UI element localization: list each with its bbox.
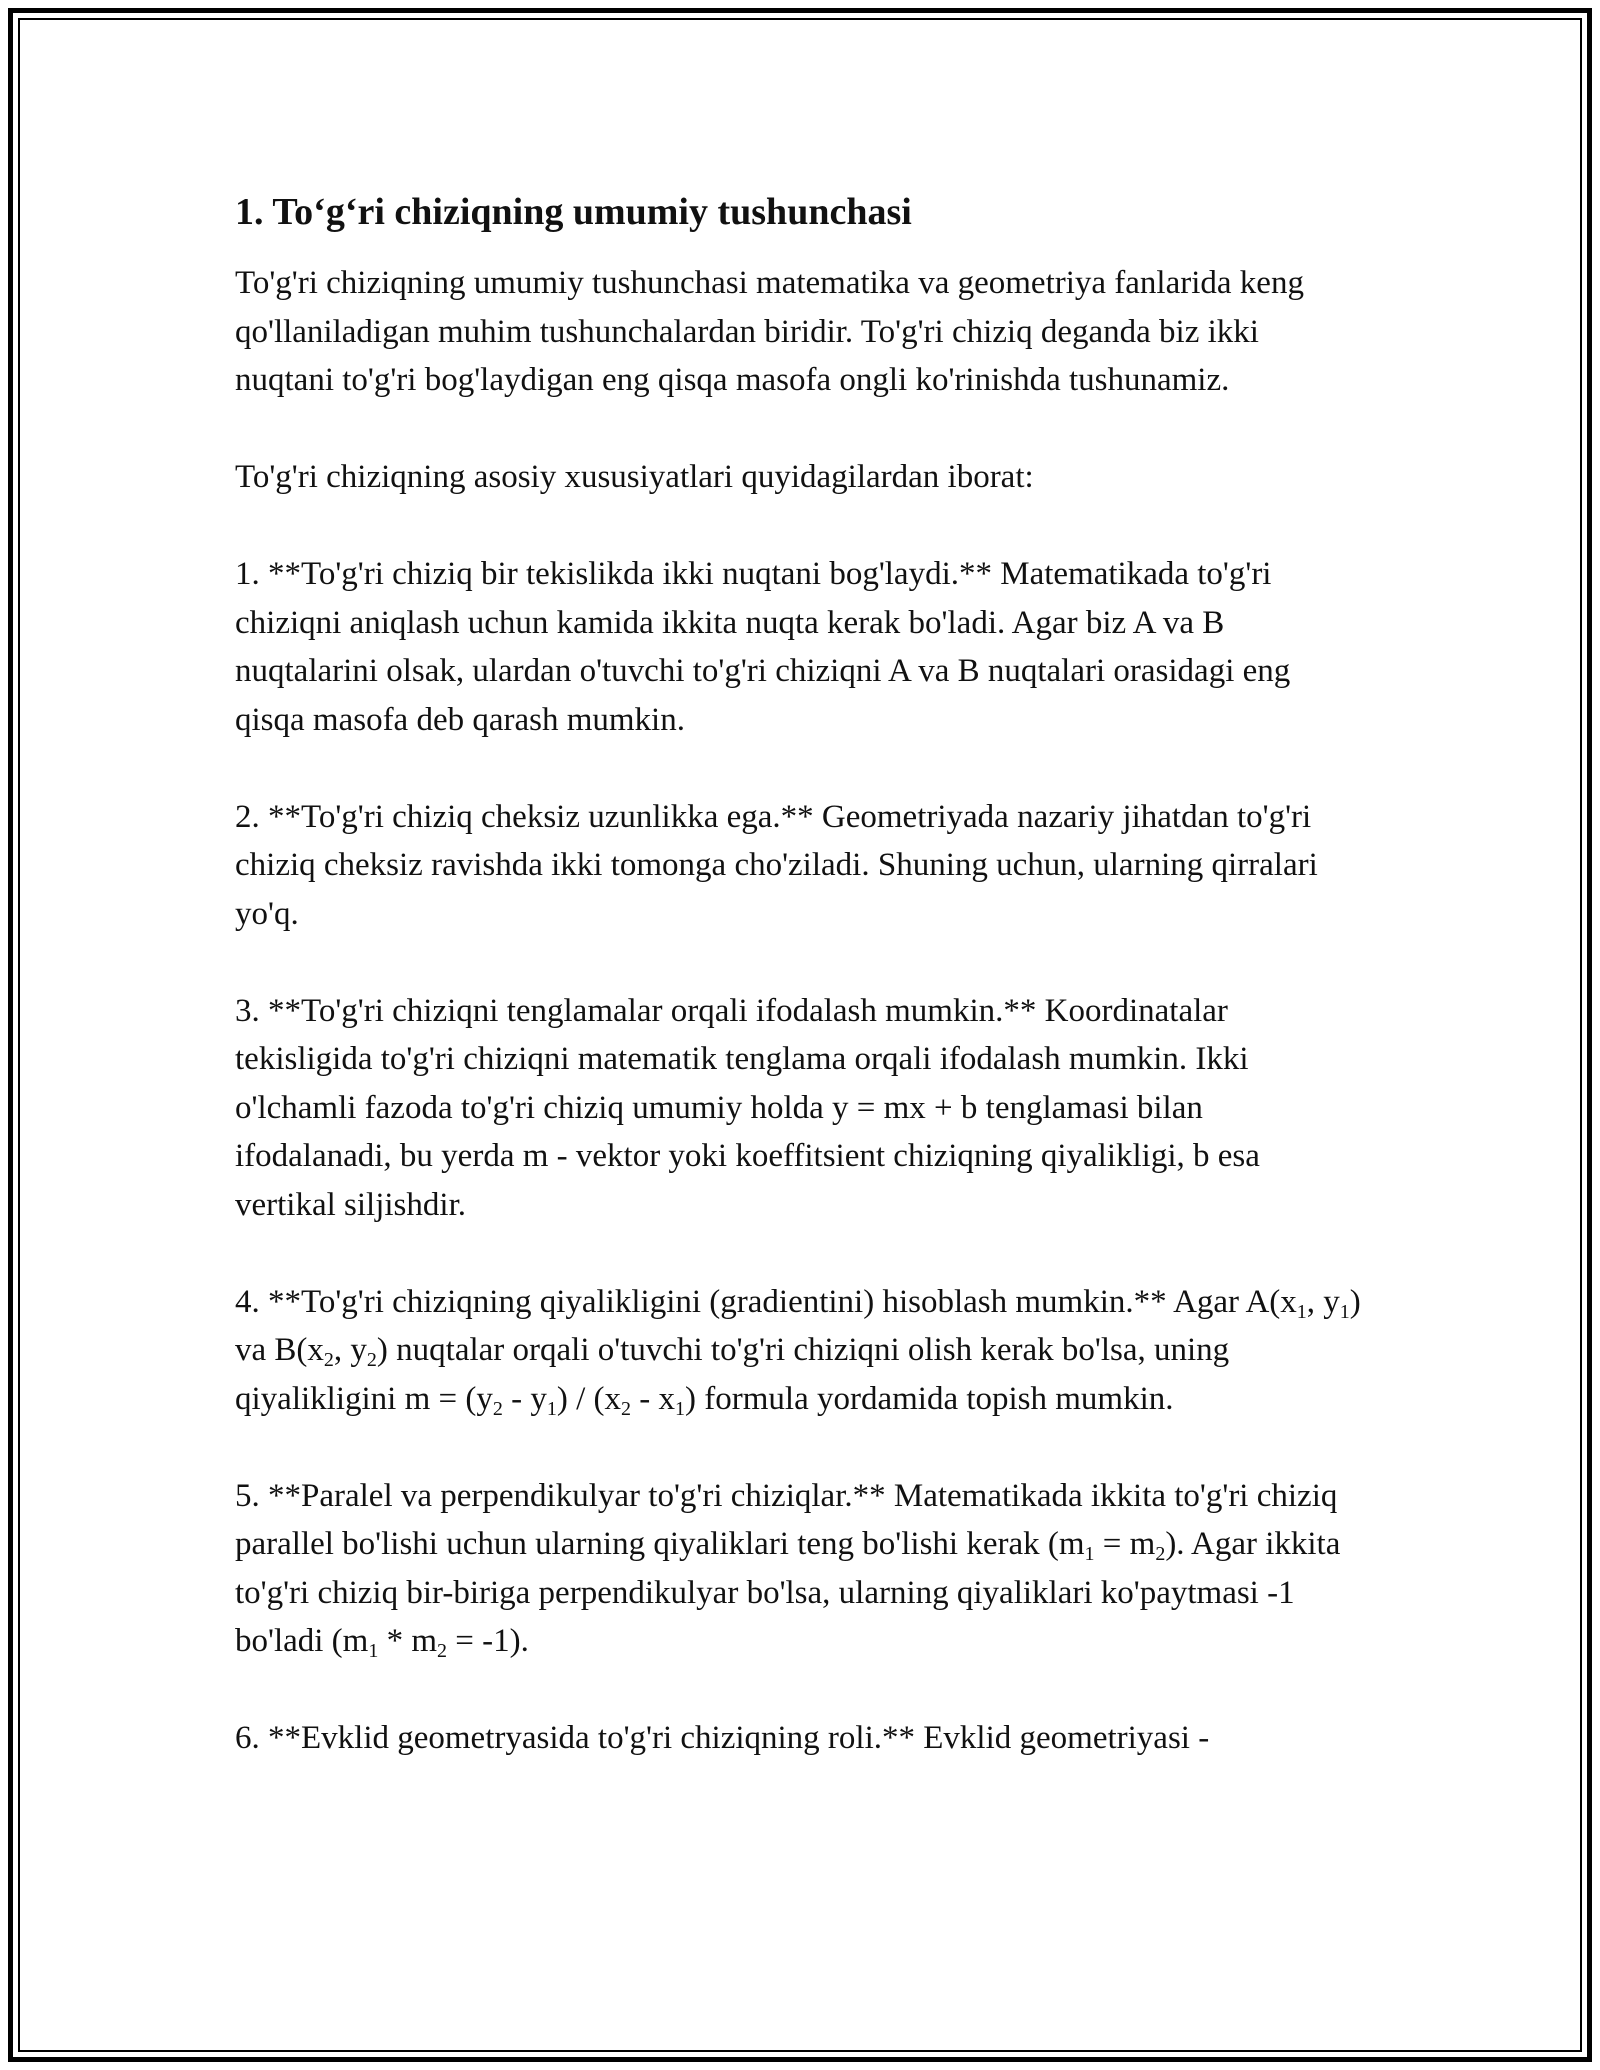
item-4-text: 4. **To'g'ri chiziqning qiyalikligini (gradientini) hisoblash mumkin.** Agar A(x <box>235 1283 1297 1320</box>
item-4-text: , y <box>333 1332 367 1368</box>
property-item-6: 6. **Evklid geometryasida to'g'ri chiziqning roli.** Evklid geometriyasi - <box>235 1720 1210 1756</box>
subscript: 2 <box>1155 1543 1166 1565</box>
property-item-1: 1. **To'g'ri chiziq bir tekislikda ikki nuqtani bog'laydi.** Matematikada to'g'ri chiziqni aniqlash uchun kamida ikkita nuqta kerak bo'ladi. Agar biz A va B nuqtalarini olsak, ulardan o'tuvchi to'g'ri chiziqni A va B nuqtalari orasidagi eng qisqa masofa deb qarash mumkin. <box>235 556 1291 738</box>
intro-paragraph: To'g'ri chiziqning umumiy tushunchasi matematika va geometriya fanlarida keng qo'llaniladigan muhim tushunchalardan biridir. To'g'ri chiziq deganda biz ikki nuqtani to'g'ri bog'laydigan eng qisqa masofa ongli ko'rinishda tushunamiz. <box>235 265 1304 398</box>
subscript: 1 <box>1084 1543 1095 1565</box>
property-item-2: 2. **To'g'ri chiziq cheksiz uzunlikka ega.** Geometriyada nazariy jihatdan to'g'ri chiziq cheksiz ravishda ikki tomonga cho'ziladi. Shuning uchun, ularning qirralari yo'q. <box>235 798 1318 932</box>
subscript: 2 <box>323 1349 334 1371</box>
item-4-text: , y <box>1306 1283 1340 1320</box>
subscript: 1 <box>1339 1300 1350 1323</box>
section-title: 1. To‘g‘ri chiziqning umumiy tushunchasi <box>235 191 912 233</box>
item-4-text: ) nuqtalar orqali o'tuvchi to'g'ri chiziqni olish kerak bo'lsa, uning qiyalikligini m = (y <box>235 1332 1230 1417</box>
subscript: 2 <box>621 1397 632 1420</box>
subscript: 1 <box>675 1397 686 1420</box>
item-4-text: ) / (x <box>556 1380 622 1417</box>
document-body <box>235 188 1365 1811</box>
subscript: 2 <box>492 1397 503 1420</box>
item-5-text: = m <box>1094 1526 1156 1562</box>
subscript: 1 <box>368 1640 379 1662</box>
item-4-text: - y <box>502 1380 547 1417</box>
item-4-text: ) va B(x <box>235 1283 1361 1368</box>
item-5-text: ). Agar ikkita to'g'ri chiziq bir-biriga perpendikulyar bo'lsa, ularning qiyaliklari ko'paytmasi -1 bo'ladi (m <box>235 1526 1341 1659</box>
property-item-5 <box>235 1472 1365 1666</box>
item-4-text: - x <box>631 1380 676 1417</box>
properties-lead: To'g'ri chiziqning asosiy xususiyatlari quyidagilardan iborat: <box>235 459 1034 495</box>
subscript: 1 <box>1296 1300 1307 1323</box>
item-5-text: * m <box>378 1623 438 1659</box>
subscript: 1 <box>546 1397 557 1420</box>
item-4-text: ) formula yordamida topish mumkin. <box>685 1380 1174 1417</box>
property-item-3: 3. **To'g'ri chiziqni tenglamalar orqali ifodalash mumkin.** Koordinatalar tekisligida to'g'ri chiziqni matematik tenglama orqali ifodalash mumkin. Ikki o'lchamli fazoda to'g'ri chiziq umumiy holda y = mx + b tenglamasi bilan ifodalanadi, bu yerda m - vektor yoki koeffitsient chiziqning qiyalikligi, b esa vertikal siljishdir. <box>235 992 1260 1223</box>
subscript: 2 <box>437 1640 448 1662</box>
property-item-4 <box>235 1278 1365 1424</box>
item-5-text: 5. **Paralel va perpendikulyar to'g'ri chiziqlar.** Matematikada ikkita to'g'ri chiziq parallel bo'lishi uchun ularning qiyaliklari teng bo'lishi kerak (m <box>235 1477 1338 1562</box>
subscript: 2 <box>366 1349 377 1371</box>
item-5-text: = -1). <box>447 1623 529 1659</box>
